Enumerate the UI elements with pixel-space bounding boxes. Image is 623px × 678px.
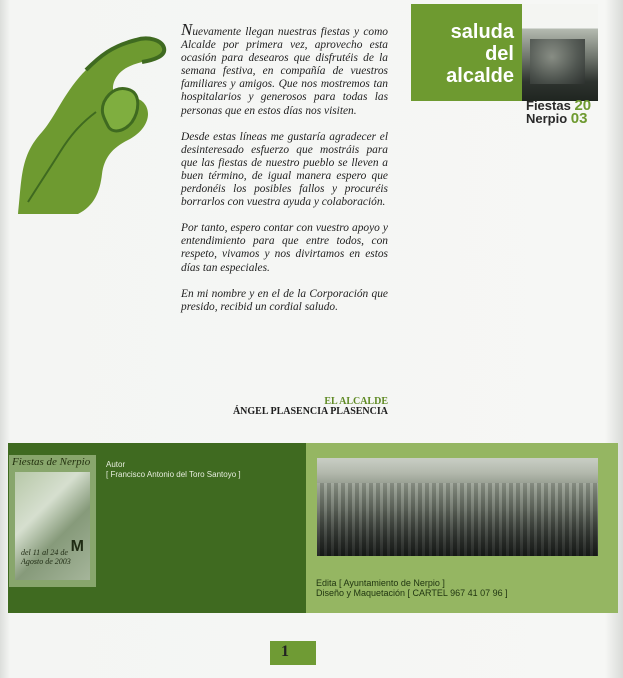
signature-role: EL ALCALDE <box>324 396 388 407</box>
section-title: saluda del alcalde <box>446 21 514 87</box>
signature-name: ÁNGEL PLASENCIA PLASENCIA <box>232 406 388 417</box>
title-block <box>411 4 522 101</box>
fiestas-logo: Fiestas 20 Nerpio 03 <box>526 97 592 127</box>
festival-poster <box>9 455 96 587</box>
letter-paragraph-1: Nuevamente llegan nuestras fiestas y como Alcalde por primera vez, aprovecho esta ocasión para desearos que disfrutéis de la semana festiva, en compañía de vuestros familiares y amigos. Que nos mostremos tan hospitalarios y generosos para todas las personas que en estos días nos visiten. <box>181 20 388 117</box>
letter-paragraph-3: Por tanto, espero contar con vuestro apoyo y entendimiento para que entre todos, con respeto, vivamos y nos divirtamos en estos días tan especiales. <box>181 222 388 274</box>
publisher-credits: Edita [ Ayuntamiento de Nerpio ] Diseño y Maquetación [ CARTEL 967 41 07 96 ] <box>316 578 508 598</box>
poster-subtitle: del 11 al 24 de Agosto de 2003 <box>21 548 71 566</box>
author-label: Autor <box>106 460 126 469</box>
hand-illustration <box>8 28 168 218</box>
letter-paragraph-4: En mi nombre y en el de la Corporación que presido, recibid un cordial saludo. <box>181 287 388 313</box>
page-number: 1 <box>281 643 289 660</box>
page-number-badge <box>270 641 316 665</box>
mayor-letter <box>181 20 388 327</box>
poster-title: Fiestas de Nerpio <box>12 456 91 468</box>
letter-paragraph-2: Desde estas líneas me gustaría agradecer el desinteresado esfuerzo que mostráis para que las fiestas de nuestro pueblo se lleven a buen término, de igual manera espero que perdonéis los posibles fallos y procuréis borrarlos con vuestra ayuda y colaboración. <box>181 130 388 209</box>
letter-dropcap: N <box>181 20 193 39</box>
village-photo <box>317 458 598 556</box>
author-name: [ Francisco Antonio del Toro Santoyo ] <box>106 470 241 479</box>
header-photo <box>522 4 598 101</box>
poster-image <box>15 472 90 580</box>
poster-letter: M <box>70 538 84 555</box>
